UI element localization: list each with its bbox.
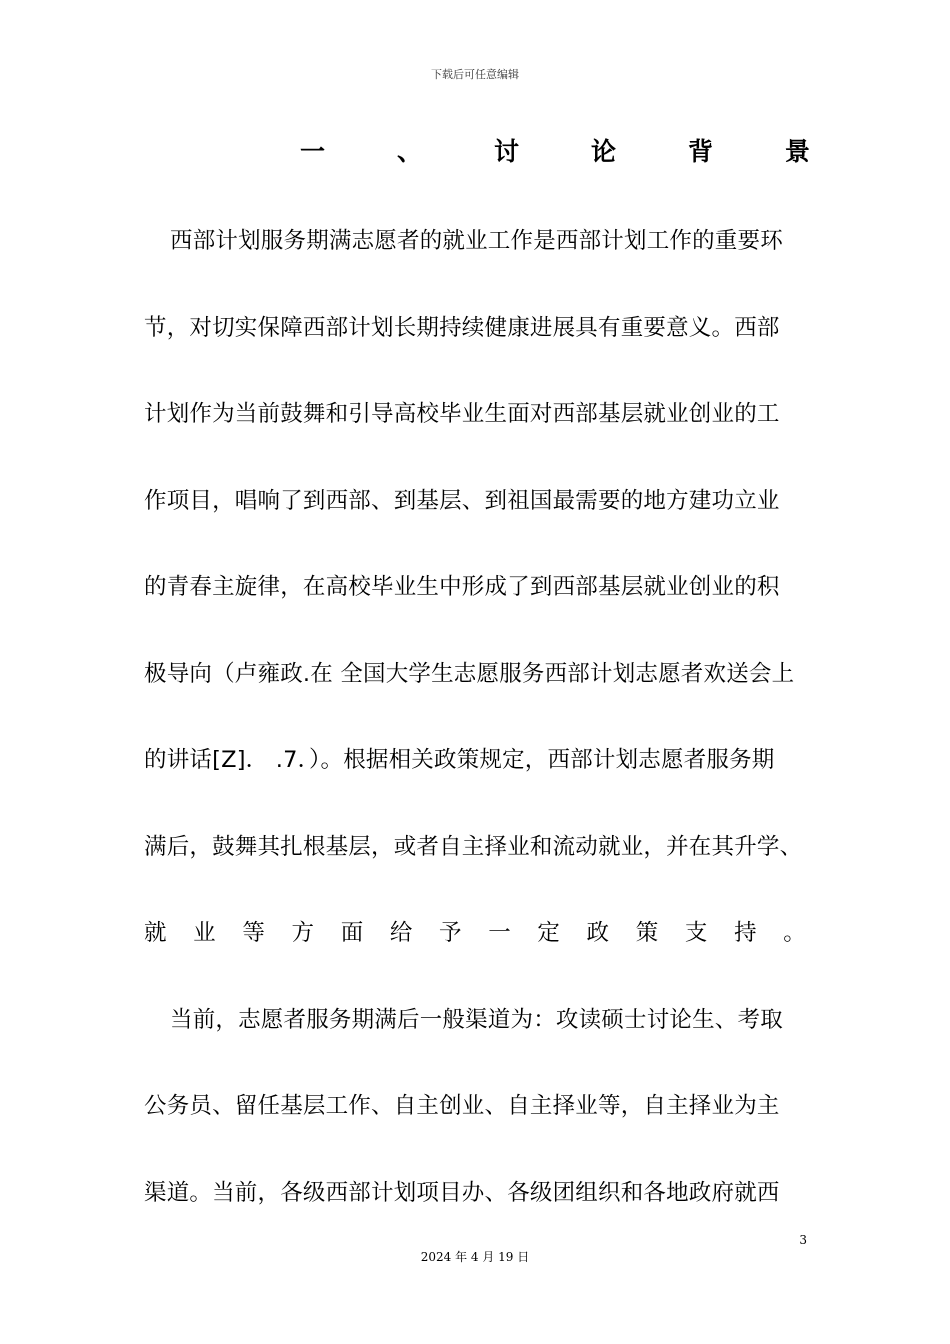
text-line: 的青春主旋律，在高校毕业生中形成了到西部基层就业创业的积 <box>144 574 780 600</box>
text-line: 当前，志愿者服务期满后一般渠道为：攻读硕士讨论生、考取 <box>170 1006 783 1033</box>
heading-char: 背 <box>687 137 713 166</box>
text-char: 就 <box>144 920 167 946</box>
text-line: 满后，鼓舞其扎根基层，或者自主择业和流动就业，并在其升学、 <box>144 833 803 860</box>
text-char: 予 <box>439 920 462 946</box>
text-char: 业 <box>193 920 216 946</box>
text-line: 作项目，唱响了到西部、到基层、到祖国最需要的地方建功立业 <box>144 487 780 514</box>
text-char: 方 <box>291 920 315 946</box>
text-char: 一 <box>488 920 511 946</box>
heading-char: 讨 <box>493 137 519 166</box>
text-line: 极导向（卢雍政.在 全国大学生志愿服务西部计划志愿者欢送会上 <box>144 660 795 687</box>
text-char: 。 <box>783 920 806 946</box>
text-char: 定 <box>537 920 561 946</box>
text-line: 公务员、留任基层工作、自主创业、自主择业等，自主择业为主 <box>144 1093 780 1119</box>
body-text <box>144 218 810 1256</box>
text-char: 支 <box>684 920 708 946</box>
text-line-justified <box>144 910 810 997</box>
text-char: 给 <box>389 920 413 946</box>
text-line: 的讲话[Z]． .7．）。根据相关政策规定，西部计划志愿者服务期 <box>144 747 775 773</box>
footer-date: 2024 年 4 月 19 日 <box>420 1250 530 1264</box>
text-char: 持 <box>734 920 757 946</box>
section-heading <box>300 130 810 170</box>
heading-char: 、 <box>396 137 422 166</box>
page-number: 3 <box>799 1233 807 1247</box>
heading-char: 一 <box>300 137 326 166</box>
header-note: 下载后可任意编辑 <box>431 68 519 81</box>
heading-char: 景 <box>784 137 810 166</box>
text-line: 节，对切实保障西部计划长期持续健康进展具有重要意义。西部 <box>144 314 780 341</box>
text-char: 政 <box>586 920 610 946</box>
text-char: 等 <box>242 920 266 946</box>
text-char: 策 <box>635 920 659 946</box>
heading-char: 论 <box>590 137 616 166</box>
text-line: 计划作为当前鼓舞和引导高校毕业生面对西部基层就业创业的工 <box>144 401 780 427</box>
text-line: 西部计划服务期满志愿者的就业工作是西部计划工作的重要环 <box>170 228 783 254</box>
text-line: 渠道。当前，各级西部计划项目办、各级团组织和各地政府就西 <box>144 1179 780 1206</box>
text-char: 面 <box>340 920 364 946</box>
